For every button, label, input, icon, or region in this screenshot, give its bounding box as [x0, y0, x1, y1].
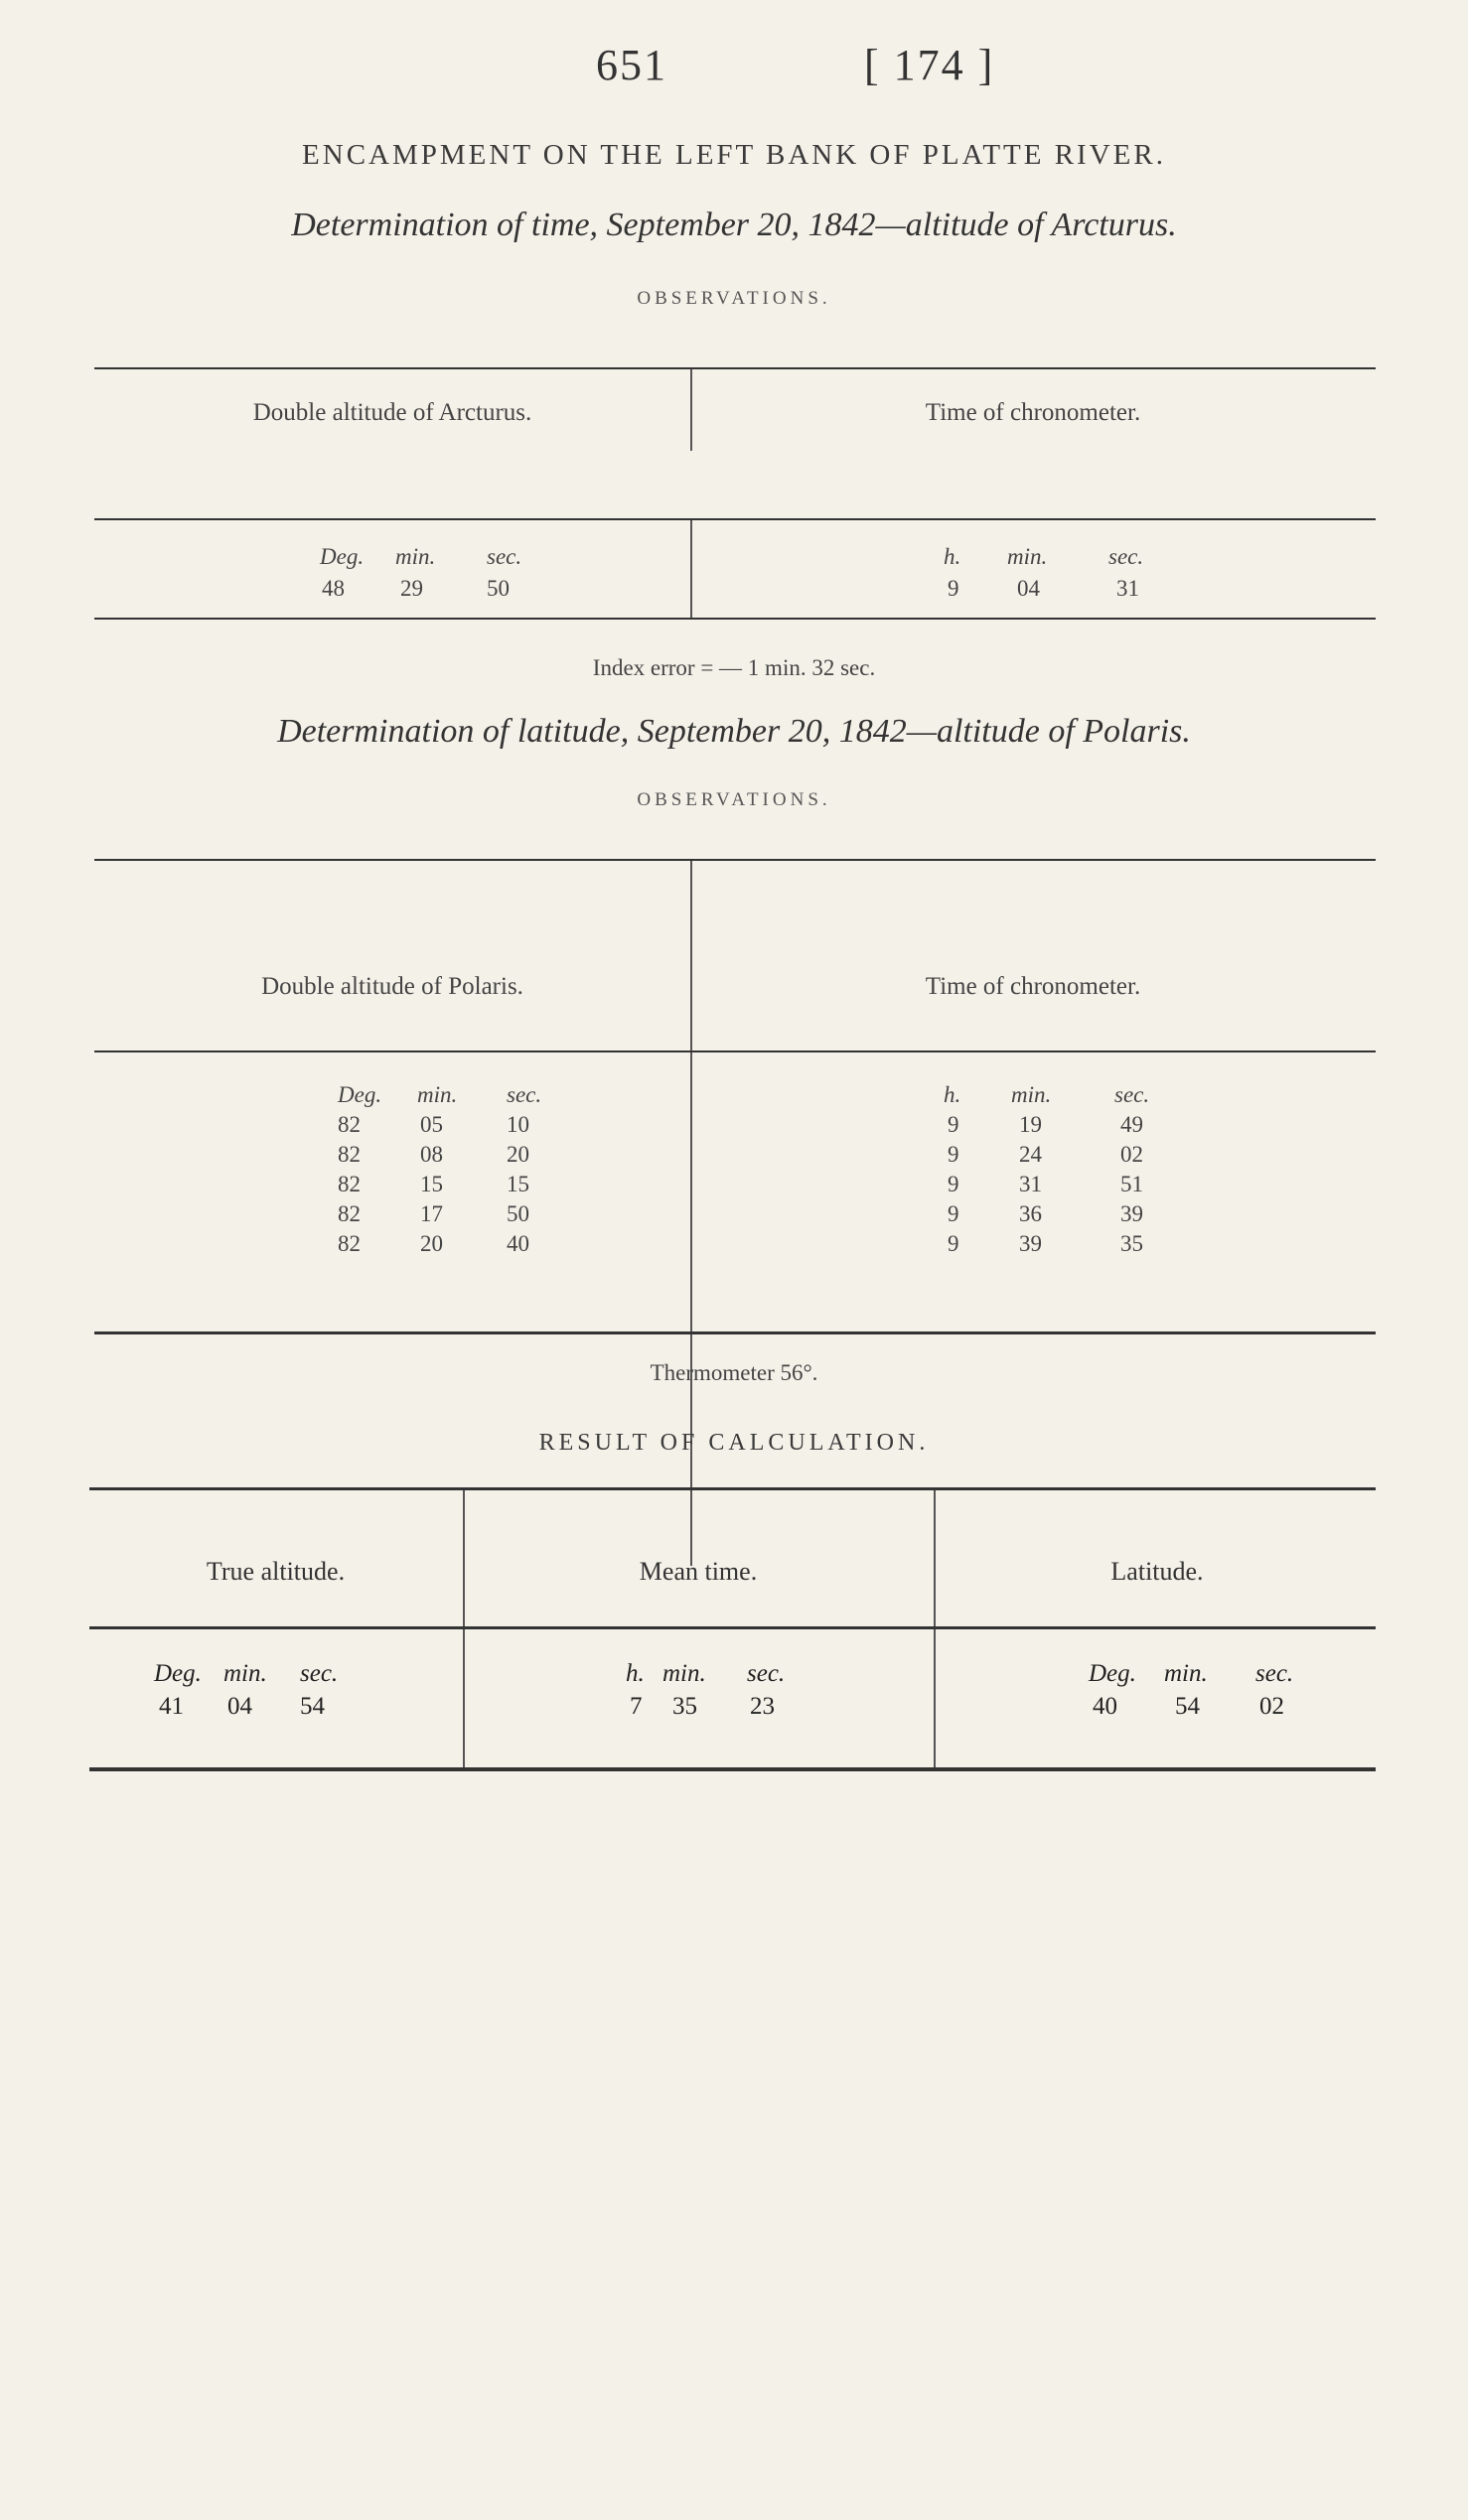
unit-sec: sec.	[1114, 1082, 1150, 1107]
latitude-row-min: 15	[420, 1172, 443, 1196]
unit-min: min.	[1007, 544, 1048, 569]
result-header-latitude: Latitude.	[1110, 1557, 1204, 1586]
result-header-true-altitude: True altitude.	[206, 1557, 346, 1586]
table-rule-header	[94, 1050, 1376, 1052]
unit-sec: sec.	[1255, 1660, 1294, 1687]
time-row-sec: 50	[487, 576, 510, 601]
table-rule-header	[94, 518, 1376, 520]
latitude-row-sec: 50	[507, 1201, 529, 1226]
latitude-row-min: 05	[420, 1112, 443, 1137]
section-latitude-observations-label: OBSERVATIONS.	[637, 789, 831, 810]
latitude-row-m: 36	[1019, 1201, 1042, 1226]
result-rule-top	[89, 1487, 1376, 1490]
result-header-mean-time: Mean time.	[639, 1557, 758, 1586]
page-number: 651	[596, 41, 667, 89]
table-divider	[690, 369, 692, 451]
table-rule-bottom	[94, 1331, 1376, 1334]
unit-deg: Deg.	[320, 544, 365, 569]
table-divider	[690, 520, 692, 620]
index-error-note: Index error = — 1 min. 32 sec.	[592, 655, 876, 680]
page-number-bracketed: [ 174 ]	[864, 41, 995, 89]
latitude-row-s: 02	[1120, 1142, 1143, 1167]
latitude-row-h: 9	[948, 1201, 959, 1226]
latitude-row-h: 9	[948, 1112, 959, 1137]
section-time-observations-label: OBSERVATIONS.	[637, 288, 831, 309]
latitude-row-h: 9	[948, 1172, 959, 1196]
time-row-s: 31	[1116, 576, 1139, 601]
time-row-deg: 48	[322, 576, 345, 601]
latitude-row-deg: 82	[338, 1172, 361, 1196]
latitude-row-min: 17	[420, 1201, 443, 1226]
result-title: RESULT OF CALCULATION.	[538, 1430, 930, 1456]
unit-deg: Deg.	[1089, 1660, 1136, 1687]
latitude-row-s: 51	[1120, 1172, 1143, 1196]
unit-min: min.	[1011, 1082, 1052, 1107]
true-altitude-min: 04	[227, 1693, 252, 1720]
section-latitude-title: Determination of latitude, September 20, 1842—altitude of Polaris.	[277, 713, 1191, 750]
latitude-row-s: 39	[1120, 1201, 1143, 1226]
unit-sec: sec.	[1108, 544, 1144, 569]
latitude-row-deg: 82	[338, 1201, 361, 1226]
encampment-title: ENCAMPMENT ON THE LEFT BANK OF PLATTE RIVER.	[302, 139, 1166, 171]
unit-min: min.	[417, 1082, 458, 1107]
table-divider	[934, 1490, 936, 1768]
mean-time-h: 7	[630, 1693, 643, 1720]
latitude-row-h: 9	[948, 1142, 959, 1167]
table-rule-top	[94, 859, 1376, 861]
unit-sec: sec.	[747, 1660, 786, 1687]
unit-h: h.	[944, 1082, 961, 1107]
latitude-row-sec: 15	[507, 1172, 529, 1196]
unit-min: min.	[223, 1660, 267, 1687]
table-divider	[690, 861, 692, 1566]
latitude-min: 54	[1175, 1693, 1200, 1720]
time-row-min: 29	[400, 576, 423, 601]
unit-min: min.	[1164, 1660, 1208, 1687]
unit-h: h.	[944, 544, 961, 569]
latitude-row-sec: 10	[507, 1112, 529, 1137]
latitude-row-m: 31	[1019, 1172, 1042, 1196]
true-altitude-sec: 54	[300, 1693, 325, 1720]
unit-sec: sec.	[487, 544, 522, 569]
latitude-row-sec: 20	[507, 1142, 529, 1167]
latitude-sec: 02	[1259, 1693, 1284, 1720]
table-rule-bottom	[94, 618, 1376, 620]
latitude-row-m: 19	[1019, 1112, 1042, 1137]
unit-deg: Deg.	[154, 1660, 202, 1687]
latitude-row-min: 08	[420, 1142, 443, 1167]
latitude-deg: 40	[1093, 1693, 1117, 1720]
section-time-title: Determination of time, September 20, 1842—altitude of Arcturus.	[291, 207, 1177, 243]
latitude-row-h: 9	[948, 1231, 959, 1256]
latitude-row-deg: 82	[338, 1231, 361, 1256]
thermometer-note: Thermometer 56°.	[650, 1360, 818, 1385]
latitude-col-right-header: Time of chronometer.	[925, 973, 1141, 1000]
time-col-right-header: Time of chronometer.	[925, 399, 1141, 426]
latitude-row-min: 20	[420, 1231, 443, 1256]
true-altitude-deg: 41	[159, 1693, 184, 1720]
latitude-row-sec: 40	[507, 1231, 529, 1256]
unit-h: h.	[626, 1660, 645, 1687]
mean-time-min: 35	[672, 1693, 697, 1720]
latitude-row-s: 49	[1120, 1112, 1143, 1137]
time-col-left-header: Double altitude of Arcturus.	[252, 399, 532, 426]
unit-min: min.	[395, 544, 436, 569]
result-rule-bottom	[89, 1767, 1376, 1771]
latitude-col-left-header: Double altitude of Polaris.	[261, 973, 523, 1000]
latitude-row-deg: 82	[338, 1142, 361, 1167]
time-row-m: 04	[1017, 576, 1040, 601]
latitude-row-s: 35	[1120, 1231, 1143, 1256]
unit-deg: Deg.	[338, 1082, 382, 1107]
latitude-row-deg: 82	[338, 1112, 361, 1137]
time-row-h: 9	[948, 576, 959, 601]
unit-sec: sec.	[300, 1660, 339, 1687]
result-rule-header	[89, 1626, 1376, 1629]
table-divider	[463, 1490, 465, 1768]
unit-sec: sec.	[507, 1082, 542, 1107]
unit-min: min.	[662, 1660, 706, 1687]
latitude-row-m: 39	[1019, 1231, 1042, 1256]
mean-time-sec: 23	[750, 1693, 775, 1720]
latitude-row-m: 24	[1019, 1142, 1042, 1167]
table-rule-top	[94, 367, 1376, 369]
